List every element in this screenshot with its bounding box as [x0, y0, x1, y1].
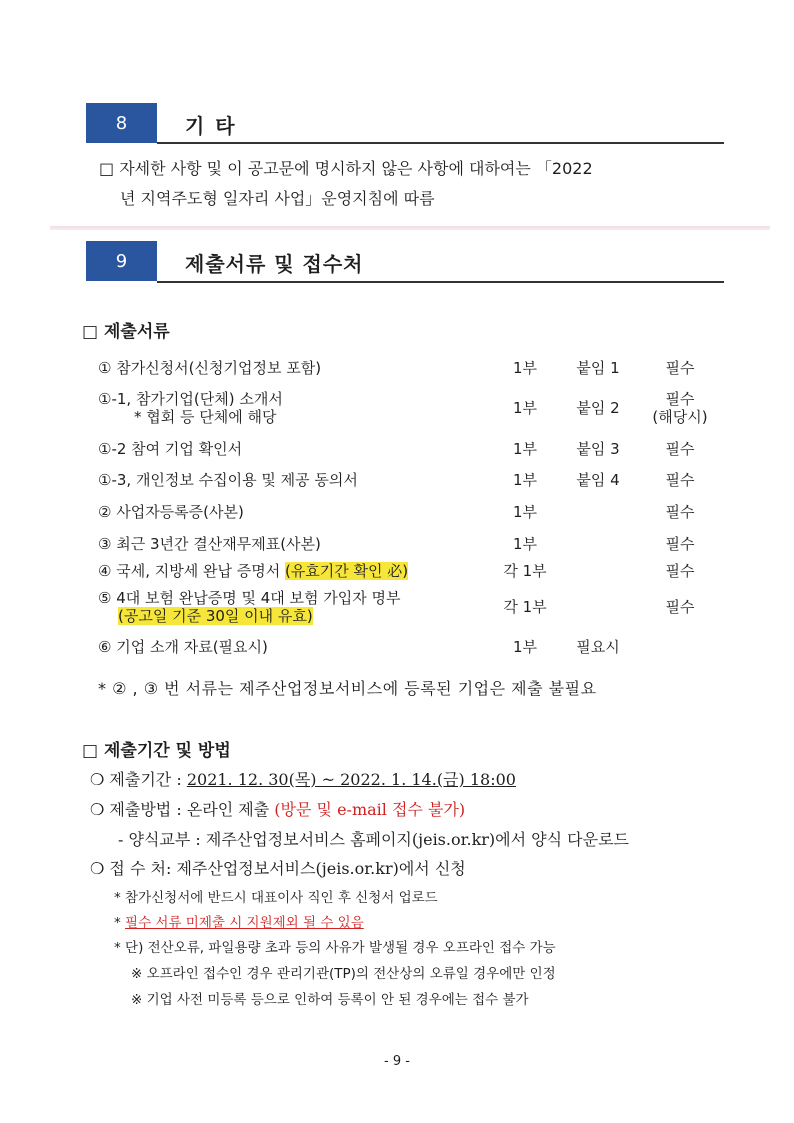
doc-row-3-attach: 붙임 3 [576, 440, 620, 458]
doc-row-7-qty: 각 1부 [503, 562, 547, 580]
doc-row-9-name: ⑥ 기업 소개 자료(필요시) [98, 638, 268, 656]
doc-row-2-qty: 1부 [512, 399, 538, 417]
submission-method [90, 797, 465, 820]
doc-row-8-highlight-wrap [118, 605, 313, 626]
doc-row-1-name: ① 참가신청서(신청기업정보 포함) [98, 359, 322, 377]
submission-method-restriction: (방문 및 e-mail 접수 불가) [274, 800, 466, 819]
submission-note-2 [114, 911, 364, 931]
doc-row-8-highlight: (공고일 기준 30일 이내 유효) [118, 607, 313, 625]
submission-period [90, 767, 516, 790]
doc-row-7-name-text: ④ 국세, 지방세 완납 증명서 [98, 562, 285, 580]
section-9-number: 9 [86, 241, 157, 281]
doc-row-4-name: ①-3, 개인정보 수집이용 및 제공 동의서 [98, 471, 358, 489]
submission-period-value: 2021. 12. 30(목) ~ 2022. 1. 14.(금) 18:00 [186, 770, 516, 789]
section-8-paragraph-line1: □ 자세한 사항 및 이 공고문에 명시하지 않은 사항에 대하여는 「2022 [99, 159, 593, 178]
doc-row-3-name: ①-2 참여 기업 확인서 [98, 440, 243, 458]
section-8-paragraph-line2: 년 지역주도형 일자리 사업」운영지침에 따름 [120, 189, 435, 208]
section-9-underline [157, 281, 724, 283]
doc-row-8-name: ⑤ 4대 보험 완납증명 및 4대 보험 가입자 명부 [98, 589, 401, 607]
doc-row-2-note: * 협회 등 단체에 해당 [134, 408, 277, 426]
doc-row-4-qty: 1부 [512, 471, 538, 489]
doc-row-5-qty: 1부 [512, 503, 538, 521]
doc-row-2-name: ①-1, 참가기업(단체) 소개서 [98, 390, 283, 408]
doc-row-7-name [98, 560, 408, 581]
doc-row-1-qty: 1부 [512, 359, 538, 377]
doc-row-4-attach: 붙임 4 [576, 471, 620, 489]
doc-row-1-attach: 붙임 1 [576, 359, 620, 377]
submission-period-label: ❍ 제출기간 : [90, 770, 187, 789]
submission-note-4: ※ 오프라인 접수인 경우 관리기관(TP)의 전산상의 오류일 경우에만 인정 [131, 966, 556, 982]
doc-row-7-highlight: (유효기간 확인 必) [284, 562, 409, 580]
doc-row-5-name: ② 사업자등록증(사본) [98, 503, 244, 521]
doc-row-3-qty: 1부 [512, 440, 538, 458]
submission-place: ❍ 접 수 처: 제주산업정보서비스(jeis.or.kr)에서 신청 [90, 859, 466, 878]
section-8-title: 기 타 [185, 114, 237, 138]
doc-row-2-req: 필수 [665, 390, 695, 408]
docs-heading: □ 제출서류 [82, 322, 170, 342]
doc-row-6-name: ③ 최근 3년간 결산재무제표(사본) [98, 535, 321, 553]
page-divider-band [50, 226, 770, 230]
submission-method-label: ❍ 제출방법 : 온라인 제출 [90, 800, 275, 819]
docs-footnote: * ② , ③ 번 서류는 제주산업정보서비스에 등록된 기업은 제출 불필요 [98, 679, 597, 698]
section-8-number: 8 [86, 103, 157, 143]
doc-row-2-req-note: (해당시) [652, 408, 708, 426]
page-number: - 9 - [384, 1054, 410, 1069]
doc-row-7-req: 필수 [665, 562, 695, 580]
doc-row-2-attach: 붙임 2 [576, 399, 620, 417]
doc-row-9-attach: 필요시 [576, 638, 620, 656]
doc-row-3-req: 필수 [665, 440, 695, 458]
doc-row-6-qty: 1부 [512, 535, 538, 553]
section-8-underline [157, 142, 724, 144]
submission-form-line: - 양식교부 : 제주산업정보서비스 홈페이지(jeis.or.kr)에서 양식 다운로드 [118, 830, 629, 849]
doc-row-9-qty: 1부 [512, 638, 538, 656]
submission-note-1: * 참가신청서에 반드시 대표이사 직인 후 신청서 업로드 [114, 890, 438, 906]
submission-note-3: * 단) 전산오류, 파일용량 초과 등의 사유가 발생될 경우 오프라인 접수 가능 [114, 940, 556, 956]
doc-row-8-qty: 각 1부 [503, 598, 547, 616]
submission-note-5: ※ 기업 사전 미등록 등으로 인하여 등록이 안 된 경우에는 접수 불가 [131, 992, 529, 1008]
doc-row-1-req: 필수 [665, 359, 695, 377]
section-9-title: 제출서류 및 접수처 [185, 252, 364, 276]
submission-note-2-star: * [114, 915, 126, 931]
doc-row-4-req: 필수 [665, 471, 695, 489]
doc-row-6-req: 필수 [665, 535, 695, 553]
doc-row-5-req: 필수 [665, 503, 695, 521]
submission-heading: □ 제출기간 및 방법 [82, 741, 231, 761]
doc-row-8-req: 필수 [665, 598, 695, 616]
submission-note-2-text: 필수 서류 미제출 시 지원제외 될 수 있음 [125, 915, 364, 931]
